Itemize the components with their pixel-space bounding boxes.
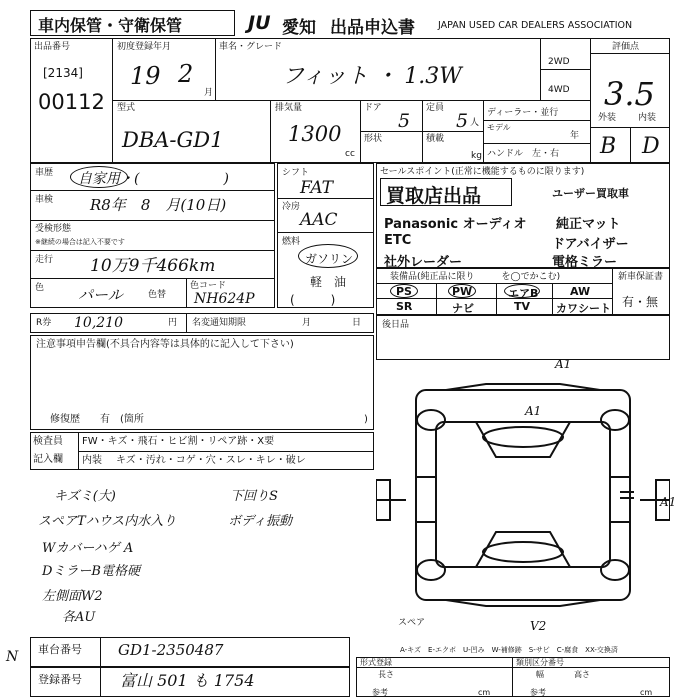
spare-label: スペア [398, 618, 426, 628]
exterior-label: 外装 [598, 113, 617, 123]
interior-grade: D [642, 134, 660, 159]
shift-label: シフト [282, 168, 310, 178]
reg-label: 初度登録年月 [117, 42, 172, 52]
ref-label-2: 参考 [530, 688, 546, 697]
ju-logo: JU [248, 12, 271, 34]
association-name: JAPAN USED CAR DEALERS ASSOCIATION [438, 20, 633, 31]
comment-4: DミラーB電格硬 [42, 564, 140, 579]
form-title: 出品申込書 [330, 18, 415, 38]
r-ticket-yen: 円 [168, 318, 178, 328]
notice-day: 日 [352, 318, 362, 328]
mileage-value: 10万9千466km [90, 256, 216, 276]
plate-label: 登録番号 [38, 673, 82, 686]
notes-label: 注意事項申告欄(不具合内容等は具体的に記入して下さい) [36, 339, 294, 350]
car-name: フィット ・ 1.3W [282, 64, 462, 89]
equip-top-3: エアB [508, 287, 539, 300]
car-damage-diagram [376, 362, 670, 627]
ref-label-1: 参考 [372, 688, 388, 697]
shape-reg-label: 形式登録 [360, 658, 392, 667]
equip-top-4: AW [570, 285, 591, 298]
displacement-label: 排気量 [275, 103, 303, 113]
reg-month: 2 [178, 60, 194, 88]
drive-4wd: 4WD [548, 85, 570, 95]
equip-bottom-1: SR [396, 300, 413, 313]
history-label: 車歴 [35, 168, 54, 178]
comment-right-2: ボディ振動 [228, 514, 292, 529]
month-unit: 月 [204, 88, 214, 98]
height-label: 高さ [574, 670, 590, 679]
seats: 5 [456, 110, 469, 132]
accept-label: 受検形態 [35, 224, 72, 234]
sales-item-7: 電格ミラー [552, 255, 618, 270]
seats-label: 定員 [426, 103, 445, 113]
inspection-row2: キズ・汚れ・コゲ・穴・スレ・キレ・破レ [116, 455, 306, 466]
mark-a1-roof: A1 [525, 404, 542, 418]
inspection-row2-label: 内装 [82, 455, 102, 466]
mark-a1-side: A1 [660, 495, 677, 509]
fuel-other: ( ) [290, 293, 336, 307]
model: DBA-GD1 [122, 128, 224, 152]
inspection-row1: FW・キズ・飛石・ヒビ割・リペア跡・X要 [82, 436, 275, 447]
lot-number: 00112 [38, 90, 105, 114]
equip-top-1: PS [396, 285, 412, 298]
exterior-grade: B [600, 134, 617, 159]
score-label: 評価点 [612, 42, 640, 52]
color-value: パール [78, 286, 123, 304]
post-day-box [376, 315, 670, 360]
equip-bottom-4: カワシート [556, 302, 611, 315]
margin-mark: N [6, 649, 19, 665]
lot-small: [2134] [43, 66, 83, 80]
color-label: 色 [35, 283, 45, 293]
chassis-label: 車台番号 [38, 643, 82, 656]
entry-label: 記入欄 [33, 454, 63, 465]
model-year-unit: 年 [570, 131, 580, 141]
equip-bottom-2: ナビ [452, 302, 474, 315]
interior-label: 内装 [638, 113, 657, 123]
comment-6: 各AU [62, 610, 96, 625]
doors: 5 [398, 110, 411, 132]
mark-a1-top: A1 [555, 357, 572, 371]
name-label: 車名・グレード [219, 42, 283, 52]
inspection-value: R8年 8 月(10日) [90, 196, 227, 214]
fuel-circle [298, 244, 358, 268]
mileage-label: 走行 [35, 255, 54, 265]
seats-unit: 人 [470, 118, 480, 128]
mark-v2-rear: V2 [530, 619, 547, 633]
comment-3: Wカバーハゲ A [42, 541, 134, 556]
equip-top-2: PW [452, 285, 473, 298]
storage-label: 車内保管・守衛保管 [38, 16, 183, 35]
fuel-diesel: 軽 油 [310, 275, 347, 289]
equip-bottom-3: TV [514, 300, 531, 313]
displacement: 1300 [288, 122, 342, 146]
sales-item-1: ユーザー買取車 [552, 187, 629, 200]
post-day-label: 後日品 [382, 320, 410, 330]
shape-label: 形状 [364, 134, 383, 144]
buyer-title: 買取店出品 [386, 185, 482, 207]
spec-box [356, 657, 670, 697]
r-ticket-label: R券 [36, 318, 52, 328]
sales-item-3: 純正マット [556, 217, 621, 232]
cooler-label: 冷房 [282, 202, 301, 212]
damage-legend: A-キズ E-エクボ U-凹み W-補修跡 S-サビ C-腐食 XX-交換済 [400, 646, 618, 654]
lot-label: 出品番号 [34, 42, 71, 52]
model-label: 型式 [117, 103, 136, 113]
dealer-label: ディーラー・並行 [487, 108, 559, 118]
width-label: 幅 [536, 670, 544, 679]
plate-number: 富山 501 も 1754 [120, 671, 255, 690]
drive-2wd: 2WD [548, 57, 570, 67]
history-value: 自家用・( ) [78, 171, 229, 187]
shade-label: 色替 [148, 290, 167, 300]
inspector-label: 検査員 [33, 436, 63, 447]
length-label: 長さ [378, 670, 394, 679]
comment-2: スペアTハウス内水入り [38, 514, 177, 529]
cm-1: cm [478, 688, 491, 697]
kind-label: 類別区分番号 [516, 658, 564, 667]
fuel-gas: ガソリン [305, 252, 354, 266]
color-code: NH624P [194, 291, 255, 307]
history-circle [70, 166, 128, 188]
warranty-value: 有・無 [622, 295, 659, 309]
comment-5: 左側面W2 [42, 589, 103, 604]
shift-value: FAT [300, 178, 334, 198]
kg-unit: kg [471, 151, 482, 161]
score: 3.5 [604, 75, 655, 113]
notice-month: 月 [302, 318, 312, 328]
sales-point-label: セールスポイント(正常に機能するものに限ります) [380, 167, 585, 177]
repair-close: ) [364, 414, 368, 425]
model-year-label: モデル [487, 123, 511, 132]
accept-note: ※継続の場合は記入不要です [35, 238, 125, 246]
r-ticket-value: 10,210 [74, 315, 123, 331]
prefecture: 愛知 [282, 18, 316, 38]
handle-label: ハンドル 左・右 [487, 149, 560, 159]
warranty-label: 新車保証書 [618, 272, 664, 282]
cooler-value: AAC [300, 210, 338, 230]
equipment-label: 装備品(純正品に限り を◯でかこむ) [390, 272, 561, 282]
repair-label: 修復歴 有 (箇所 [50, 414, 144, 425]
fuel-label: 燃料 [282, 237, 301, 247]
cm-2: cm [640, 688, 653, 697]
sales-item-5: ドアバイザー [552, 237, 629, 252]
cc-unit: cc [345, 149, 355, 159]
notice-label: 名変通知期限 [192, 318, 247, 328]
comment-right-1: 下回りS [230, 489, 278, 504]
comment-1: キズミ(大) [54, 489, 116, 504]
sales-item-6: 社外レーダー [384, 255, 463, 270]
cargo-label: 積載 [426, 134, 445, 144]
sales-item-2: Panasonic オーディオ [384, 217, 527, 232]
doors-label: ドア [364, 103, 382, 113]
chassis-number: GD1-2350487 [118, 641, 224, 659]
inspection-label: 車検 [35, 195, 54, 205]
color-code-label: 色コード [190, 281, 227, 291]
sales-item-4: ETC [384, 233, 412, 248]
reg-year: 19 [130, 62, 161, 90]
